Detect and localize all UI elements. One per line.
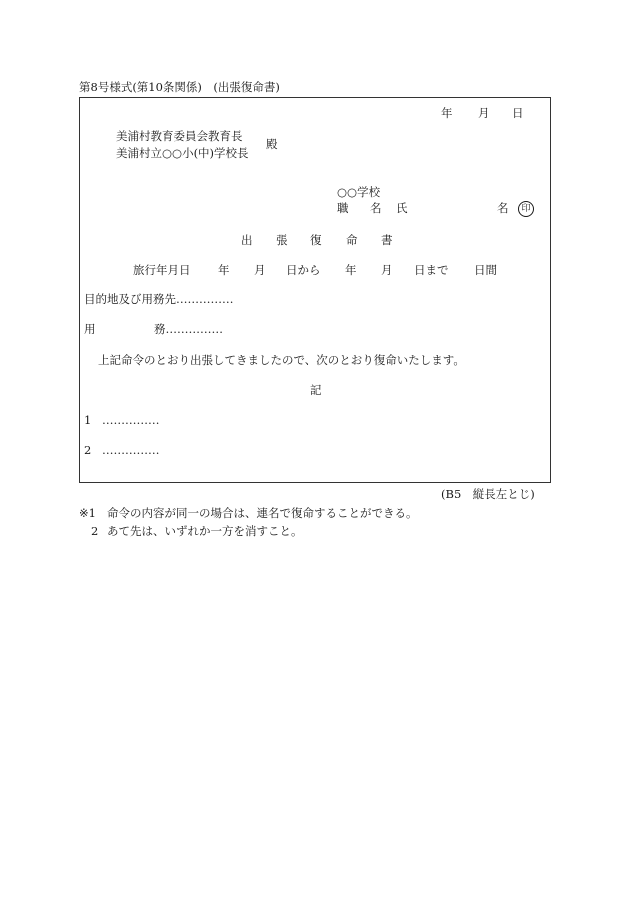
destination-field: 目的地及び用務先…………… bbox=[84, 292, 234, 306]
travel-date-label: 旅行年月日 bbox=[133, 263, 191, 277]
item-2-number: 2 bbox=[84, 443, 92, 457]
travel-year-2: 年 bbox=[345, 263, 357, 277]
heading-char-4: 命 bbox=[346, 233, 358, 247]
travel-month-1: 月 bbox=[254, 263, 266, 277]
heading-char-2: 張 bbox=[276, 233, 288, 247]
heading-char-1: 出 bbox=[241, 233, 253, 247]
note-2-text: あて先は、いずれか一方を消すこと。 bbox=[107, 524, 303, 538]
date-year: 年 bbox=[441, 106, 453, 120]
body-text: 上記命令のとおり出張してきましたので、次のとおり復命いたします。 bbox=[98, 353, 465, 367]
form-title: 第8号様式(第10条関係) (出張復命書) bbox=[79, 80, 280, 94]
sender-name-label-1: 名 bbox=[370, 201, 382, 215]
note-1-mark: ※1 bbox=[79, 506, 96, 520]
item-2-dots: …………… bbox=[102, 443, 160, 457]
travel-from: 日から bbox=[286, 263, 321, 277]
seal-mark bbox=[518, 201, 534, 217]
business-field: 務…………… bbox=[154, 322, 223, 336]
date-day: 日 bbox=[512, 106, 524, 120]
sender-name-label-3: 名 bbox=[497, 201, 509, 215]
heading-char-3: 復 bbox=[310, 233, 322, 247]
heading-char-5: 書 bbox=[381, 233, 393, 247]
addressee-line-1: 美浦村教育委員会教育長 bbox=[116, 129, 243, 143]
honorific: 殿 bbox=[266, 137, 278, 151]
item-1-dots: …………… bbox=[102, 413, 160, 427]
seal-icon: 印 bbox=[518, 201, 534, 217]
item-1-number: 1 bbox=[84, 413, 92, 427]
travel-duration: 日間 bbox=[474, 263, 497, 277]
sender-school: ○○学校 bbox=[337, 185, 381, 199]
paper-note: (B5 縦長左とじ) bbox=[441, 487, 535, 501]
note-2-mark: 2 bbox=[91, 524, 99, 538]
date-month: 月 bbox=[478, 106, 490, 120]
addressee-line-2: 美浦村立○○小(中)学校長 bbox=[116, 146, 249, 160]
sender-name-label-2: 氏 bbox=[396, 201, 408, 215]
note-1-text: 命令の内容が同一の場合は、連名で復命することができる。 bbox=[107, 506, 418, 520]
sender-job-title: 職 bbox=[337, 201, 349, 215]
travel-until: 日まで bbox=[414, 263, 449, 277]
travel-month-2: 月 bbox=[381, 263, 393, 277]
business-label-1: 用 bbox=[84, 322, 96, 336]
record-label: 記 bbox=[310, 383, 322, 397]
travel-year-1: 年 bbox=[218, 263, 230, 277]
